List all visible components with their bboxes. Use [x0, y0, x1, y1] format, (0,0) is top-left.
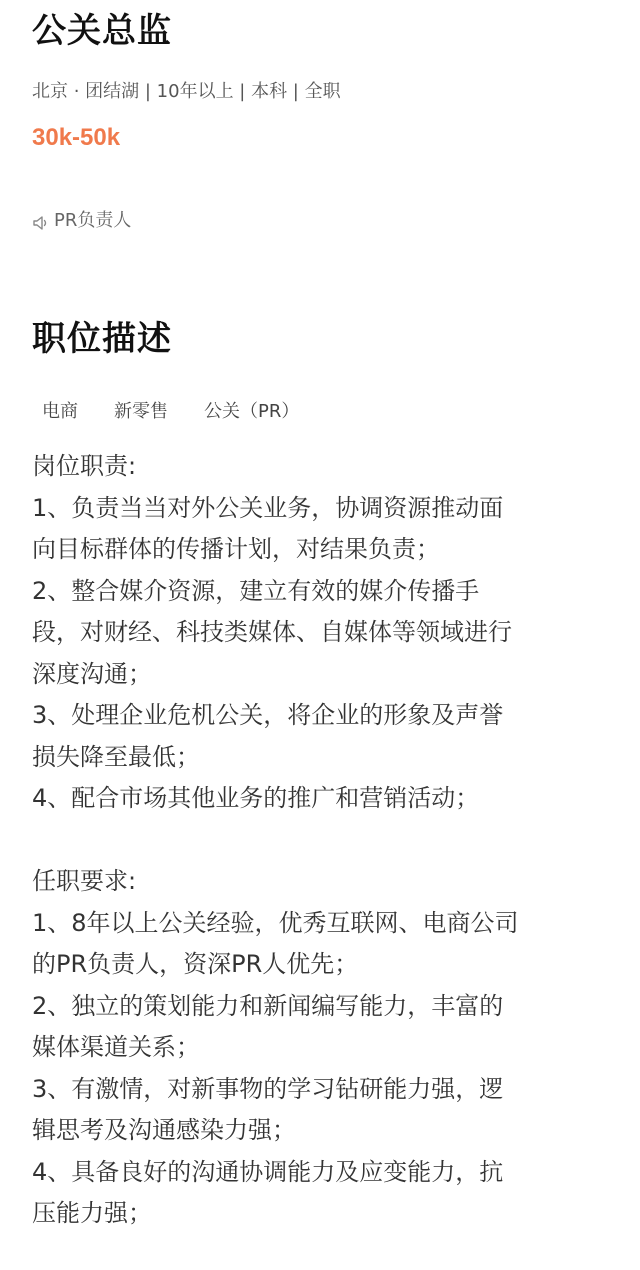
job-meta-info: 北京 · 团结湖 | 10年以上 | 本科 | 全职 [32, 81, 341, 102]
description-line: 1、负责当当对外公关业务，协调资源推动面 [32, 493, 504, 522]
keyword-tags [42, 396, 335, 428]
blank-line [32, 820, 612, 862]
description-line: 任职要求: [32, 867, 137, 895]
job-description-body [32, 446, 612, 1235]
description-line: 媒体渠道关系； [32, 1033, 200, 1061]
description-line: 4、具备良好的沟通协调能力及应变能力，抗 [32, 1157, 504, 1186]
description-line: 向目标群体的传播计划，对结果负责； [32, 535, 440, 563]
keyword-tag[interactable]: 新零售 [114, 401, 168, 422]
description-line: 2、独立的策划能力和新闻编写能力，丰富的 [32, 991, 504, 1020]
description-line: 段，对财经、科技类媒体、自媒体等领域进行 [32, 618, 512, 646]
description-line: 岗位职责: [32, 452, 137, 480]
description-line: 3、处理企业危机公关，将企业的形象及声誉 [32, 701, 504, 729]
description-line: 2、整合媒介资源，建立有效的媒介传播手 [32, 576, 480, 605]
speaker-icon [32, 212, 50, 230]
role-tag-label: PR负责人 [54, 210, 132, 231]
description-line: 1、8年以上公关经验，优秀互联网、电商公司 [32, 908, 519, 937]
keyword-tag[interactable]: 电商 [42, 401, 78, 422]
description-line: 损失降至最低； [32, 742, 200, 771]
description-line: 3、有激情，对新事物的学习钻研能力强，逻 [32, 1074, 504, 1103]
description-line: 的PR负责人，资深PR人优先； [32, 950, 359, 978]
section-title-job-description: 职位描述 [32, 319, 172, 359]
description-line: 压能力强； [32, 1199, 152, 1227]
description-line: 辑思考及沟通感染力强； [32, 1116, 296, 1144]
description-line: 4、配合市场其他业务的推广和营销活动； [32, 784, 480, 812]
job-title: 公关总监 [32, 11, 172, 51]
description-line: 深度沟通； [32, 659, 152, 688]
role-tag[interactable] [32, 206, 131, 236]
salary-range: 30k-50k [32, 124, 121, 151]
keyword-tag[interactable]: 公关（PR） [204, 401, 300, 422]
